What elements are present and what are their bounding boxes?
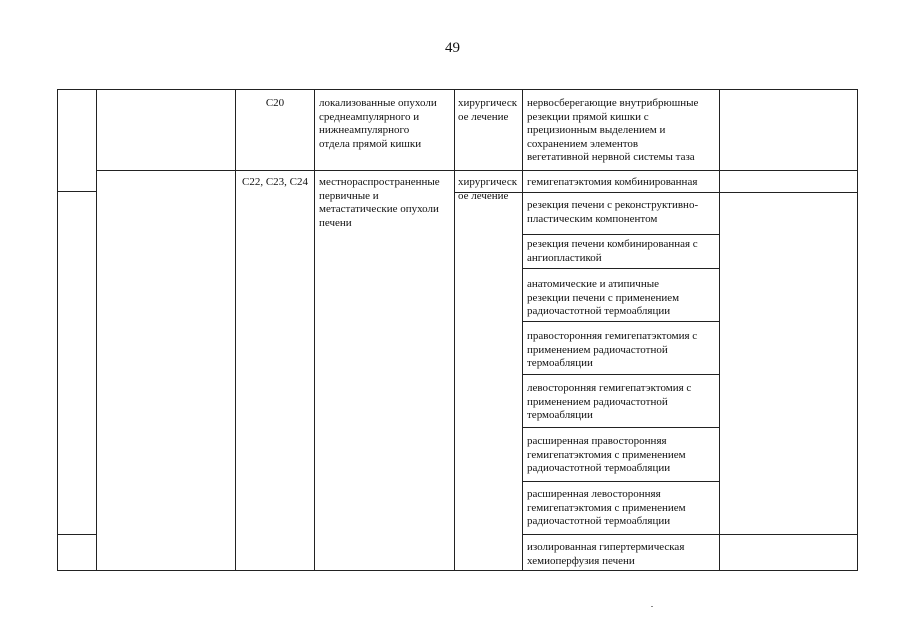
method-c20-line: резекции прямой кишки с (527, 110, 649, 123)
row-line-6 (522, 481, 719, 482)
table-border-right (857, 89, 858, 571)
page-number: 49 (445, 40, 460, 56)
method-line: гемигепатэктомия комбинированная (527, 176, 698, 188)
condition-c20 (319, 97, 437, 151)
table-border-top (57, 89, 858, 90)
method-line: пластическим компонентом (527, 212, 658, 225)
method-line: применением радиочастотной (527, 395, 668, 408)
method-liver-3 (527, 238, 698, 265)
method-c20-line: прецизионным выделением и (527, 124, 666, 137)
row-line-last-right (719, 534, 858, 535)
condition-liver (319, 176, 440, 230)
method-line: расширенная левосторонняя (527, 488, 661, 500)
method-line: хемиоперфузия печени (527, 554, 635, 567)
method-liver-4 (527, 278, 679, 319)
column-line-2 (235, 89, 236, 571)
row-line-c20-end-left (57, 191, 96, 192)
method-liver-9 (527, 541, 684, 568)
method-c20-line: сохранением элементов (527, 137, 639, 150)
condition-liver-line: местнораспространенные (319, 176, 440, 188)
condition-liver-line: первичные и (319, 189, 379, 202)
treatment-type-liver (458, 176, 517, 203)
method-line: радиочастотной термоабляции (527, 305, 671, 318)
method-line: анатомические и атипичные (527, 278, 659, 290)
row-line-c20-end (96, 170, 858, 171)
row-line-5 (522, 427, 719, 428)
treatment-line: ое лечение (458, 189, 509, 202)
condition-c20-line: нижнеампулярного (319, 124, 410, 137)
method-line: изолированная гипертермическая (527, 541, 685, 553)
column-line-3 (314, 89, 315, 571)
column-line-6 (719, 89, 720, 571)
method-line: расширенная правосторонняя (527, 435, 667, 447)
condition-c20-line: локализованные опухоли (319, 97, 437, 109)
method-line: резекция печени с реконструктивно- (527, 199, 699, 211)
method-liver-6 (527, 382, 691, 423)
condition-c20-line: среднеампулярного и (319, 110, 420, 123)
table-border-bottom (57, 570, 858, 571)
row-line-7 (522, 534, 719, 535)
method-liver-7 (527, 435, 686, 476)
row-line-4 (522, 374, 719, 375)
condition-c20-line: отдела прямой кишки (319, 137, 422, 150)
table-border-left (57, 89, 58, 571)
treatment-line: хирургическ (458, 176, 518, 188)
method-line: резекция печени комбинированная с (527, 238, 698, 250)
method-c20-line: вегетативной нервной системы таза (527, 151, 695, 164)
method-c20-line: нервосберегающие внутрибрюшные (527, 97, 699, 109)
treatment-type-c20 (458, 97, 517, 124)
row-line-2 (522, 268, 719, 269)
method-liver-8 (527, 488, 686, 529)
method-line: радиочастотной термоабляции (527, 515, 671, 528)
method-liver-5 (527, 330, 697, 371)
method-liver-2 (527, 199, 698, 226)
method-c20 (527, 97, 698, 165)
method-line: правосторонняя гемигепатэктомия с (527, 330, 698, 342)
method-line: радиочастотной термоабляции (527, 462, 671, 475)
method-line: термоабляции (527, 357, 593, 370)
row-line-3 (522, 321, 719, 322)
condition-liver-line: метастатические опухоли (319, 203, 439, 216)
method-line: термоабляции (527, 409, 593, 422)
treatment-line: хирургическ (458, 97, 518, 109)
icd-code-c20: C20 (265, 97, 285, 109)
method-line: гемигепатэктомия с применением (527, 501, 686, 514)
column-line-5 (522, 89, 523, 571)
treatment-line: ое лечение (458, 110, 509, 123)
scan-speck (651, 606, 653, 607)
column-line-4 (454, 89, 455, 571)
condition-liver-line: печени (319, 216, 352, 229)
method-line: гемигепатэктомия с применением (527, 448, 686, 461)
method-line: резекции печени с применением (527, 291, 680, 304)
column-line-1 (96, 89, 97, 571)
method-liver-1 (527, 176, 697, 190)
method-line: левосторонняя гемигепатэктомия с (527, 382, 692, 394)
icd-code-liver: C22, C23, C24 (241, 176, 308, 188)
method-line: ангиопластикой (527, 251, 602, 264)
row-line-last-left (57, 534, 96, 535)
row-line-1 (522, 234, 719, 235)
method-line: применением радиочастотной (527, 343, 668, 356)
